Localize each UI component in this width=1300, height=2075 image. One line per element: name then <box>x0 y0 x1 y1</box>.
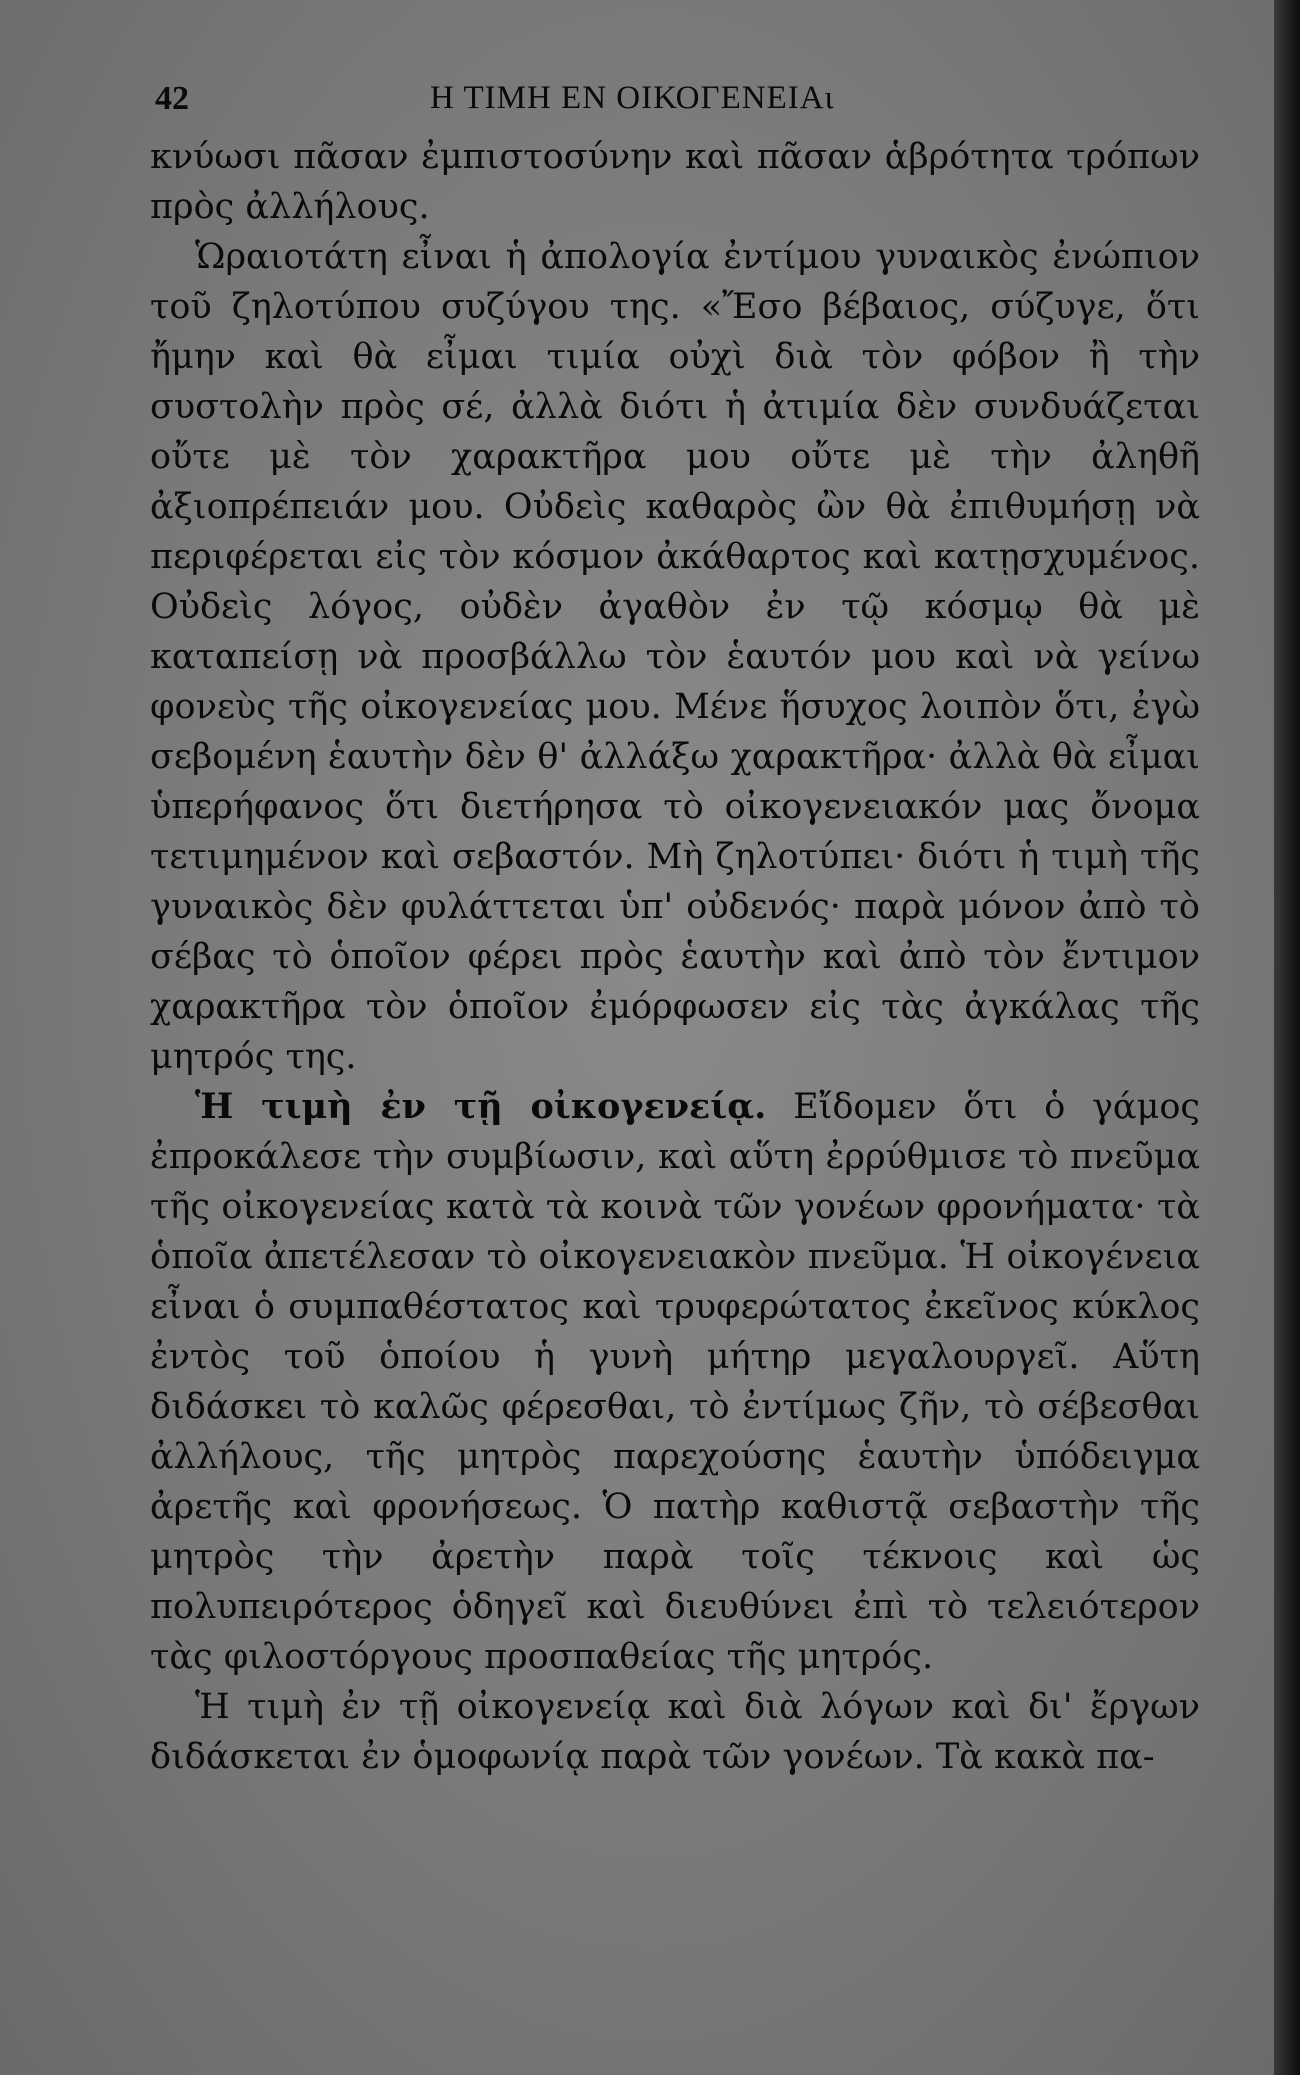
paragraph-family-honor <box>150 1082 1200 1682</box>
paragraph-teaching: Ἡ τιμὴ ἐν τῇ οἰκογενείᾳ καὶ διὰ λόγων καὶ δι' ἔργων διδάσκεται ἐν ὁμοφωνίᾳ παρὰ τῶν γονέων. Τὰ κακὰ πα- <box>150 1687 1200 1777</box>
paragraph-apology: Ὡραιοτάτη εἶναι ἡ ἀπολογία ἐντίμου γυναικὸς ἐνώπιον τοῦ ζηλοτύπου συζύγου της. «Ἔσο βέβαιος, σύζυγε, ὅτι ἤμην καὶ θὰ εἶμαι τιμία οὐχὶ διὰ τὸν φόβον ἢ τὴν συστολὴν πρὸς σέ, ἀλλὰ διότι ἡ ἀτιμία δὲν συνδυάζεται οὔτε μὲ τὸν χαρακτῆρα μου οὔτε μὲ τὴν ἀληθῆ ἀξιοπρέπειάν μου. Οὐδεὶς καθαρὸς ὢν θὰ ἐπιθυμήσῃ νὰ περιφέρεται εἰς τὸν κόσμον ἀκάθαρτος καὶ κατῃσχυμένος. Οὐδεὶς λόγος, οὐδὲν ἀγαθὸν ἐν τῷ κόσμῳ θὰ μὲ καταπείσῃ νὰ προσβάλλω τὸν ἑαυτόν μου καὶ νὰ γείνω φονεὺς τῆς οἰκογενείας μου. Μένε ἥσυχος λοιπὸν ὅτι, ἐγὼ σεβομένη ἑαυτὴν δὲν θ' ἀλλάξω χαρακτῆρα· ἀλλὰ θὰ εἶμαι ὑπερήφανος ὅτι διετήρησα τὸ οἰκογενειακόν μας ὄνομα τετιμημένον καὶ σεβαστόν. Μὴ ζηλοτύπει· διότι ἡ τιμὴ τῆς γυναικὸς δὲν φυλάττεται ὑπ' οὐδενός· παρὰ μόνον ἀπὸ τὸ σέβας τὸ ὁποῖον φέρει πρὸς ἑαυτὴν καὶ ἀπὸ τὸν ἔντιμον χαρακτῆρα τὸν ὁποῖον ἐμόρφωσεν εἰς τὰς ἀγκάλας τῆς μητρός της. <box>150 237 1200 1077</box>
section-text: Εἴδομεν ὅτι ὁ γάμος ἐπροκάλεσε τὴν συμβίωσιν, καὶ αὕτη ἐρρύθμισε τὸ πνεῦμα τῆς οἰκογενείας κατὰ τὰ κοινὰ τῶν γονέων φρονήματα· τὰ ὁποῖα ἀπετέλεσαν τὸ οἰκογενειακὸν πνεῦμα. Ἡ οἰκογένεια εἶναι ὁ συμπαθέστατος καὶ τρυφερώτατος ἐκεῖνος κύκλος ἐντὸς τοῦ ὁποίου ἡ γυνὴ μήτηρ μεγαλουργεῖ. Αὕτη διδάσκει τὸ καλῶς φέρεσθαι, τὸ ἐντίμως ζῆν, τὸ σέβεσθαι ἀλλήλους, τῆς μητρὸς παρεχούσης ἑαυτὴν ὑπόδειγμα ἀρετῆς καὶ φρονήσεως. Ὁ πατὴρ καθιστᾷ σεβαστὴν τῆς μητρὸς τὴν ἀρετὴν παρὰ τοῖς τέκνοις καὶ ὡς πολυπειρότερος ὁδηγεῖ καὶ διευθύνει ἐπὶ τὸ τελειότερον τὰς φιλοστόργους προσπαθείας τῆς μητρός. <box>150 1087 1200 1677</box>
running-head <box>150 70 1200 132</box>
section-heading: Ἡ τιμὴ ἐν τῇ οἰκογενείᾳ. <box>195 1086 767 1127</box>
paragraph-continuation: κνύωσι πᾶσαν ἐμπιστοσύνην καὶ πᾶσαν ἁβρότητα τρόπων πρὸς ἀλλήλους. <box>150 137 1200 227</box>
book-page <box>150 70 1200 1782</box>
page-number: 42 <box>155 80 189 117</box>
book-edge-shadow <box>1274 0 1300 2075</box>
running-title: Η ΤΙΜΗ ΕΝ ΟΙΚΟΓΕΝΕΙΑι <box>430 80 835 116</box>
body-text <box>150 132 1200 1782</box>
